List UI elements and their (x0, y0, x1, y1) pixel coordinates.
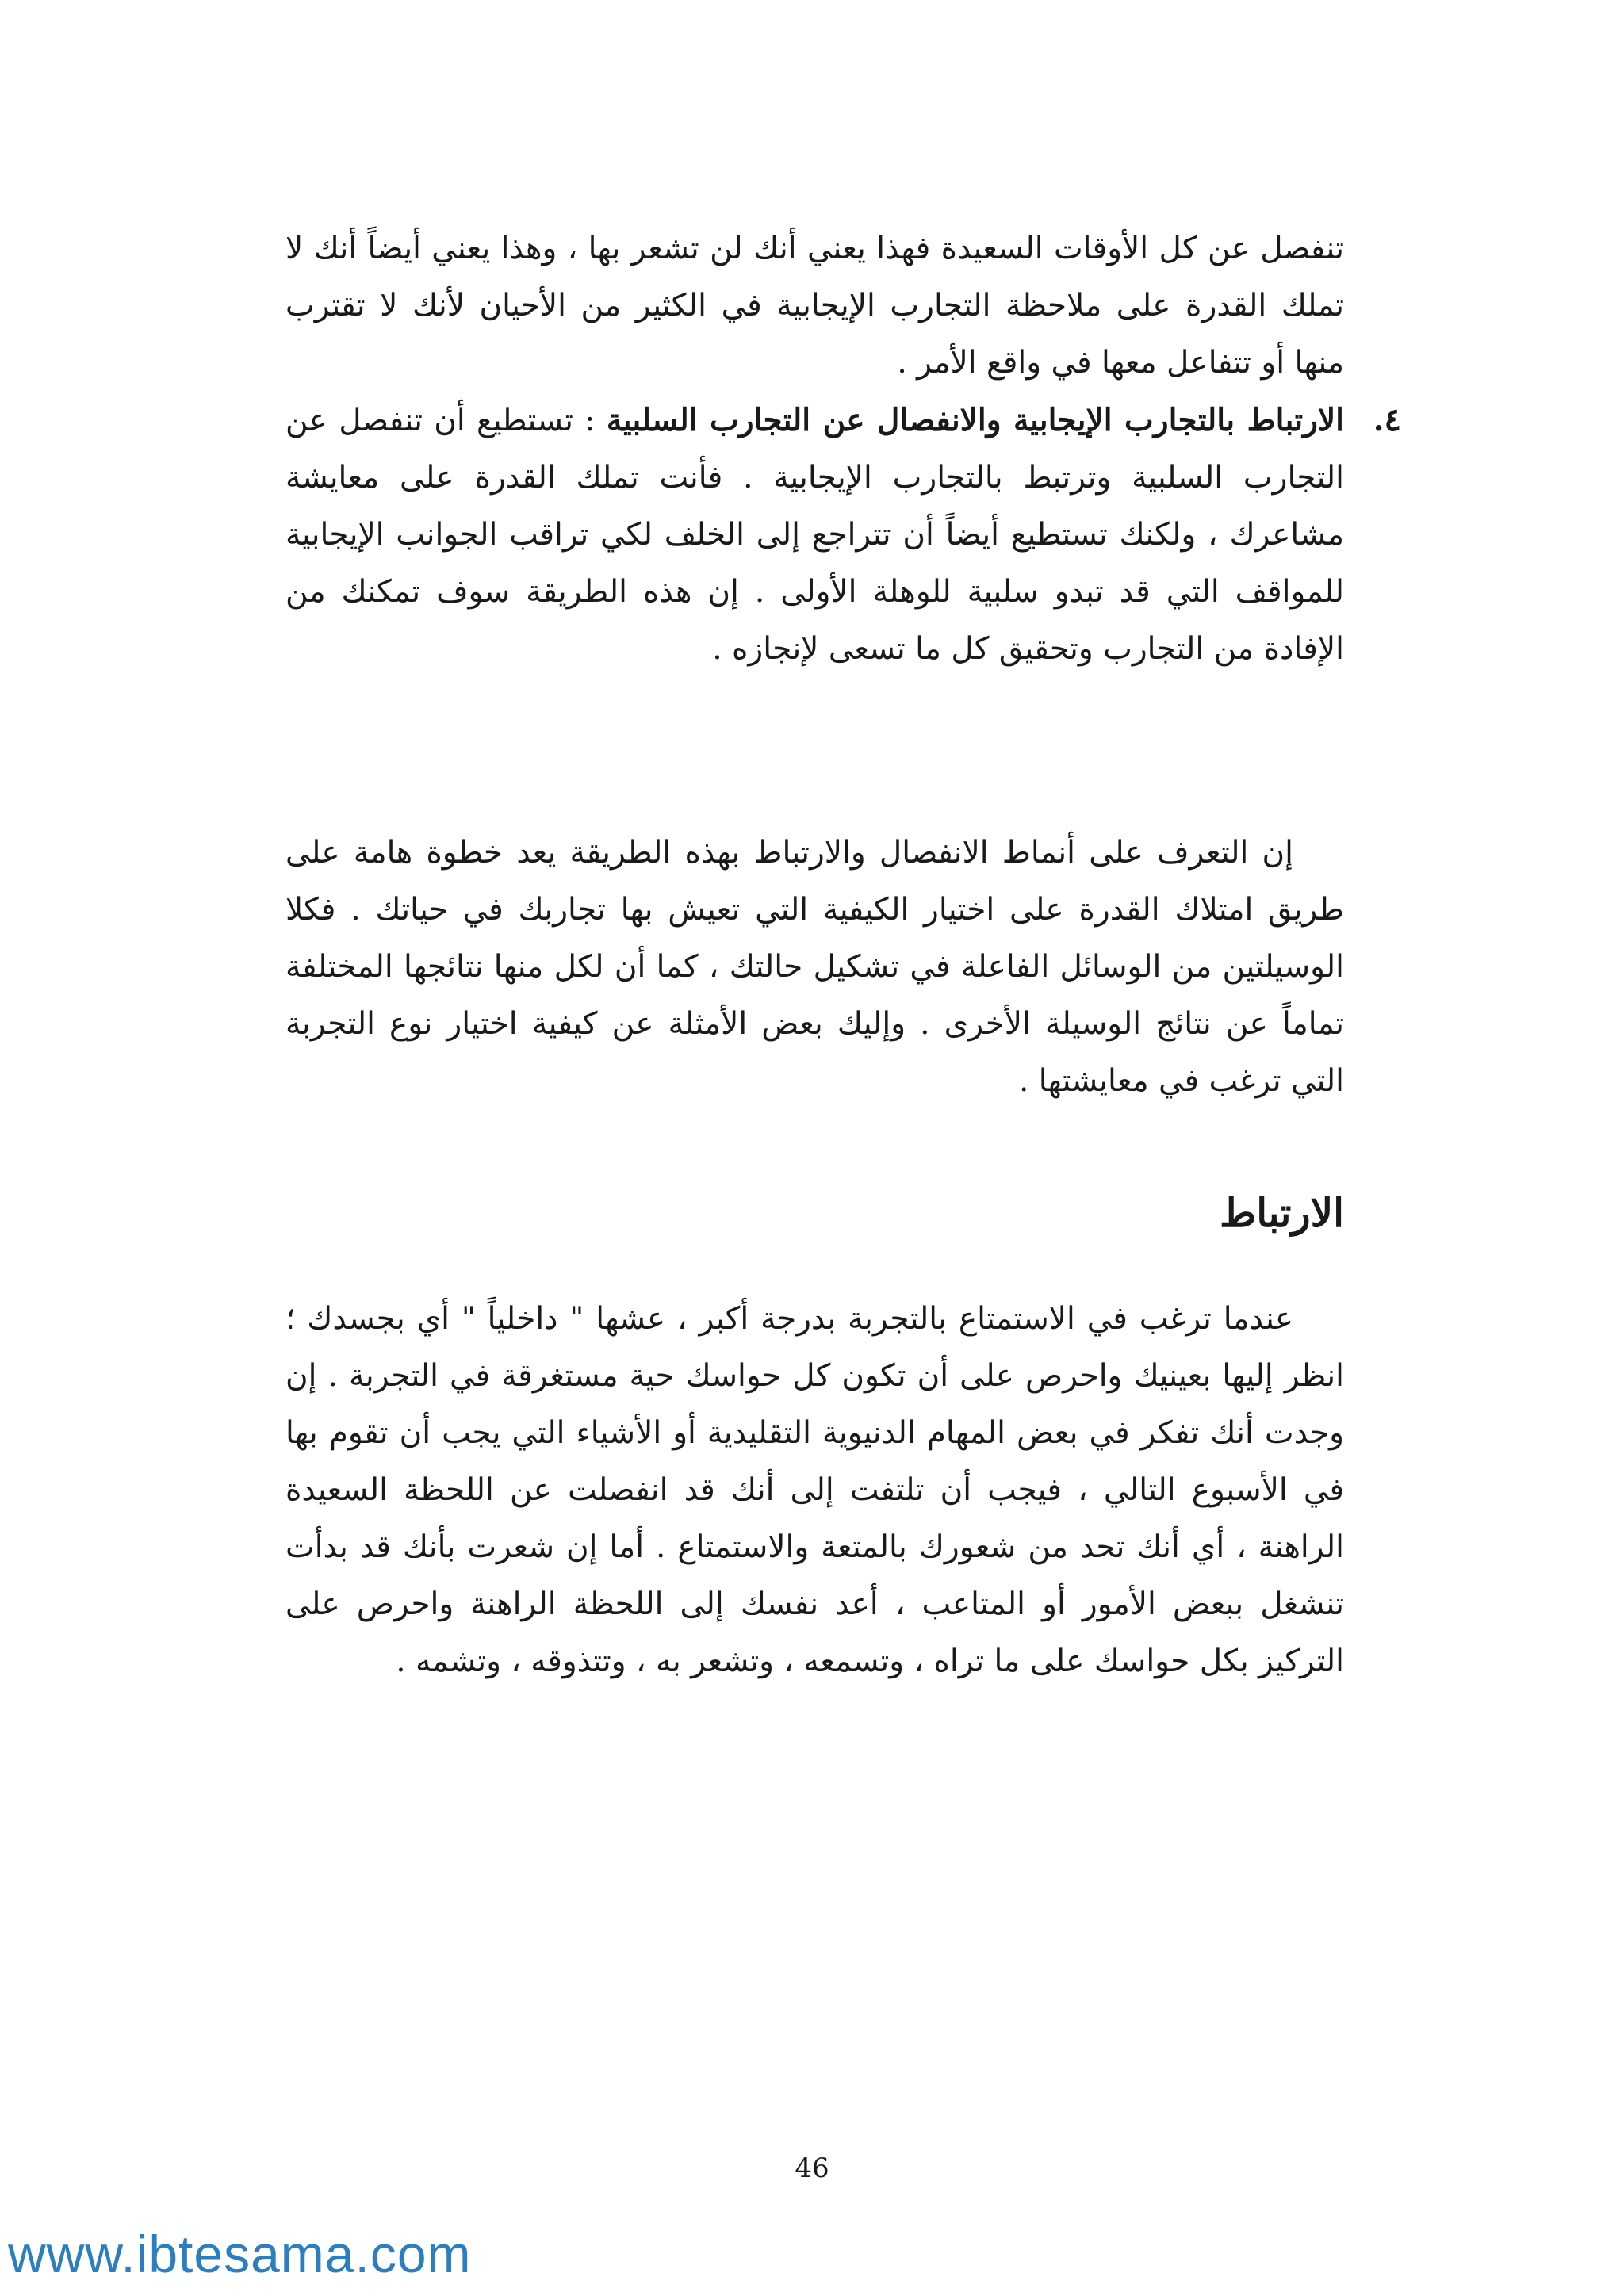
text-block-top (285, 220, 1401, 678)
paragraph-3: عندما ترغب في الاستمتاع بالتجربة بدرجة أكبر ، عشها " داخلياً " أي بجسدك ؛ انظر إليها بعينيك واحرص على أن تكون كل حواسك حية مستغرقة في التجربة . إن وجدت أنك تفكر في بعض المهام الدنيوية التقليدية أو الأشياء التي يجب أن تقوم بها في الأسبوع التالي ، فيجب أن تلتفت إلى أنك قد انفصلت عن اللحظة السعيدة الراهنة ، أي أنك تحد من شعورك بالمتعة والاستمتاع . أما إن شعرت بأنك قد بدأت تنشغل ببعض الأمور أو المتاعب ، أعد نفسك إلى اللحظة الراهنة واحرص على التركيز بكل حواسك على ما تراه ، وتسمعه ، وتشعر به ، وتتذوقه ، وتشمه . (285, 1301, 1344, 1679)
paragraph-2: إن التعرف على أنماط الانفصال والارتباط بهذه الطريقة يعد خطوة هامة على طريق امتلاك القدرة على اختيار الكيفية التي تعيش بها تجاربك في حياتك . فكلا الوسيلتين من الوسائل الفاعلة في تشكيل حالتك ، كما أن لكل منها نتائجها المختلفة تماماً عن نتائج الوسيلة الأخرى . وإليك بعض الأمثلة عن كيفية اختيار نوع التجربة التي ترغب في معايشتها . (285, 835, 1344, 1099)
page-number: 46 (795, 2152, 829, 2184)
section-heading: الارتباط (1219, 1189, 1344, 1236)
list-item-number: ٤. (1373, 401, 1401, 438)
list-item-text (285, 392, 1344, 678)
list-item-separator: : (573, 403, 607, 438)
text-block-middle (285, 825, 1344, 1110)
list-item-body: تستطيع أن تنفصل عن التجارب السلبية وترتبط بالتجارب الإيجابية . فأنت تملك القدرة على معايشة مشاعرك ، ولكنك تستطيع أيضاً أن تتراجع إلى الخلف لكي تراقب الجوانب الإيجابية للمواقف التي قد تبدو سلبية للوهلة الأولى . إن هذه الطريقة سوف تمكنك من الإفادة من التجارب وتحقيق كل ما تسعى لإنجازه . (285, 403, 1344, 667)
list-item-4 (285, 392, 1401, 678)
list-item-title: الارتباط بالتجارب الإيجابية والانفصال عن التجارب السلبية (606, 402, 1345, 438)
paragraph-intro: تنفصل عن كل الأوقات السعيدة فهذا يعني أنك لن تشعر بها ، وهذا يعني أيضاً أنك لا تملك القدرة على ملاحظة التجارب الإيجابية في الكثير من الأحيان لأنك لا تقترب منها أو تتفاعل معها في واقع الأمر . (285, 231, 1344, 381)
website-watermark: www.ibtesama.com (8, 2225, 472, 2283)
text-block-bottom (285, 1291, 1344, 1690)
